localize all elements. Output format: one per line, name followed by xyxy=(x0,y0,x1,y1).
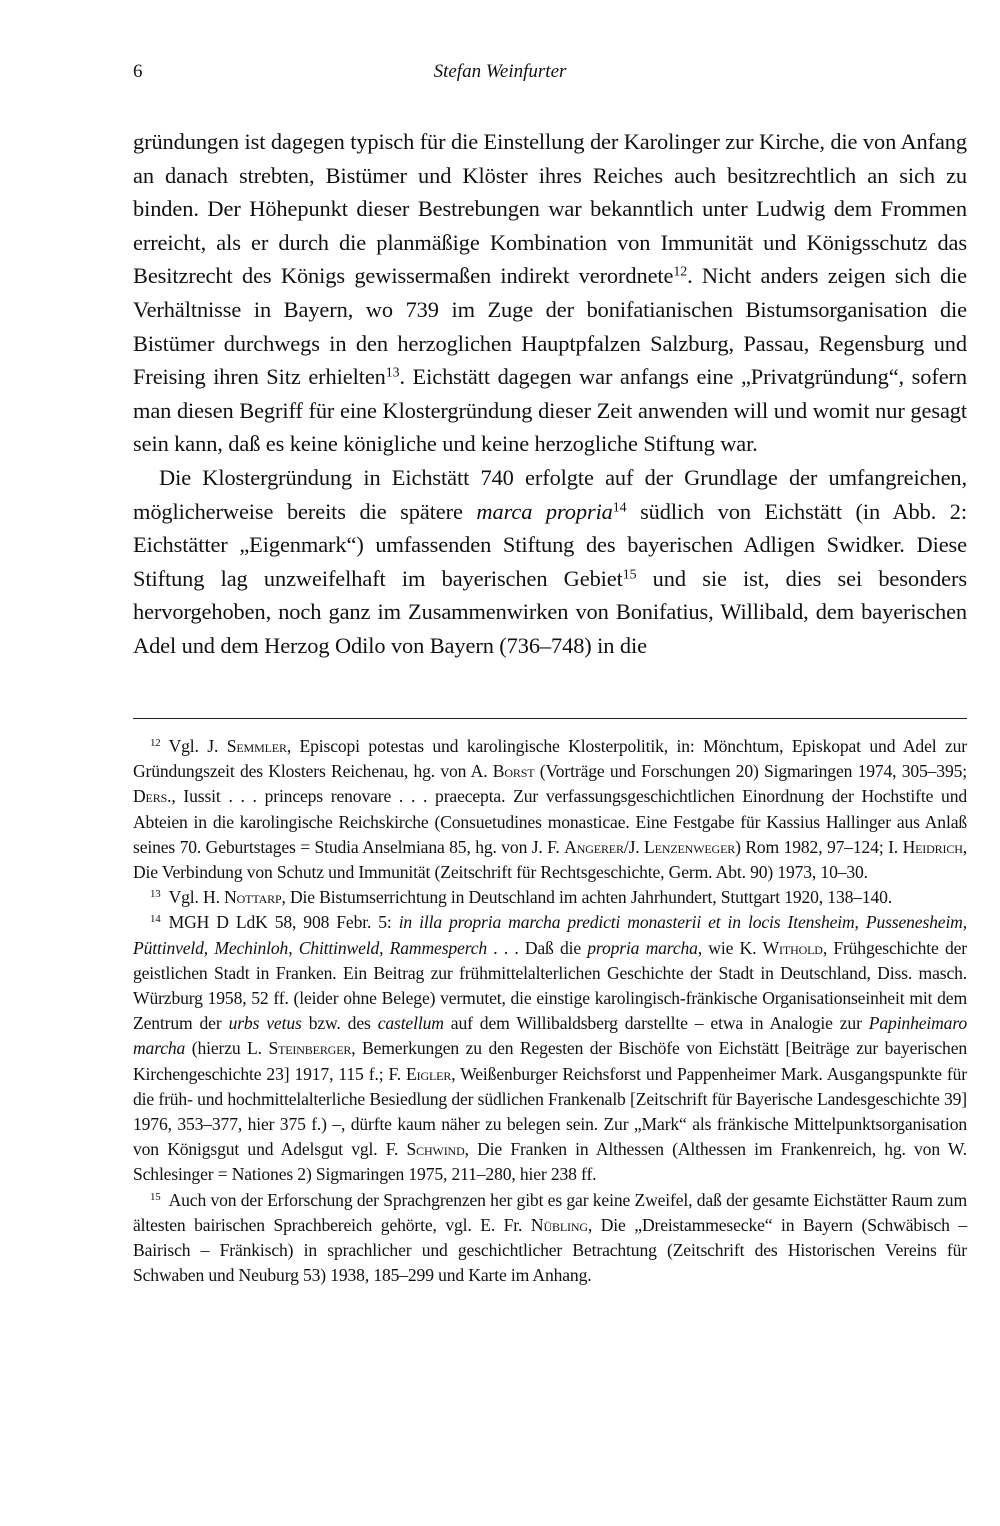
paragraph: Die Klostergründung in Eichstätt 740 erfolgte auf der Grundlage der umfangreichen, möglicherweise bereits die spätere marca propria$^{14}$ südlich von Eichstätt (in Abb. 2: Eichstätter „Eigenmark“) umfassenden Stiftung des bayerischen Adligen Swidker. Diese Stiftung lag unzweifelhaft im bayerischen Gebiet$^{15}$ und sie ist, dies sei besonders hervorgehoben, noch ganz im Zusammenwirken von Bonifatius, Willibald, dem bayerischen Adel und dem Herzog Odilo von Bayern (736–748) in die xyxy=(133,464,967,658)
footnote-13: $^{13}$ Vgl. H. Nottarp, Die Bistumserrichtung in Deutschland im achten Jahrhundert, Stuttgart 1920, 138–140. xyxy=(150,887,893,908)
footnote-ref[interactable]: 14 xyxy=(612,499,627,515)
footnote-ref[interactable]: 15 xyxy=(622,567,637,583)
footnote-12: $^{12}$ Vgl. J. Semmler, Episcopi potestas und karolingische Klosterpolitik, in: Mönchtum, Episkopat und Adel zur Gründungszeit des Klosters Reichenau, hg. von A. Borst (Vorträge und Forschungen 20) Sigmaringen 1974, 305–395; Ders., Iussit . . . princeps renovare . . . praecepta. Zur verfassungsgeschichtlichen Einordnung der Hochstifte und Abteien in die karolingische Reichskirche (Consuetudines monasticae. Eine Festgabe für Kassius Hallinger aus Anlaß seines 70. Geburtstages = Studia Anselmiana 85, hg. von J. F. Angerer/J. Lenzenweger) Rom 1982, 97–124; I. Heidrich, Die Verbindung von Schutz und Immunität (Zeitschrift für Rechtsgeschichte, Germ. Abt. 90) 1973, 10–30. xyxy=(133,736,967,883)
footnote-14: $^{14}$ MGH D LdK 58, 908 Febr. 5: in illa propria marcha predicti monasterii et in locis Itensheim, Pussenesheim, Püttinveld, Mechinloh, Chittinweld, Rammesperch . . . Daß die propria marcha, wie K. Withold, Frühgeschichte der geistlichen Stadt in Franken. Ein Beitrag zur frühmittelalterlichen Geschichte der Stadt in Deutschland, Diss. masch. Würzburg 1958, 52 ff. (leider ohne Belege) vermutet, die einstige karolingisch-fränkische Organisationseinheit mit dem Zentrum der urbs vetus bzw. des castellum auf dem Willibaldsberg darstellte – etwa in Analogie zur Papinheimaro marcha (hierzu L. Steinberger, Bemerkungen zu den Regesten der Bischöfe von Eichstätt [Beiträge zur bayerischen Kirchengeschichte 23] 1917, 115 f.; F. Eigler, Weißenburger Reichsforst und Pappenheimer Mark. Ausgangspunkte für die früh- und hochmittelalterliche Besiedlung der südlichen Frankenalb [Zeitschrift für Bayerische Landesgeschichte 39] 1976, 353–377, hier 375 f.) –, dürfte kaum näher zu belegen sein. Zur „Mark“ als fränkische Mittelpunktsorganisation von Königsgut und Adelsgut vgl. F. Schwind, Die Franken in Althessen (Althessen im Frankenreich, hg. von W. Schlesinger = Nationes 2) Sigmaringen 1975, 211–280, hier 238 ff. xyxy=(133,912,968,1185)
main-text xyxy=(133,125,967,663)
footnote-number: 15 xyxy=(150,1190,161,1203)
footnote-ref[interactable]: 12 xyxy=(673,264,688,280)
footnote-number: 12 xyxy=(150,737,161,749)
page-number: 6 xyxy=(133,61,143,82)
footnotes xyxy=(133,734,967,1288)
paragraph: gründungen ist dagegen typisch für die Einstellung der Karolinger zur Kirche, die von Anfang an danach strebten, Bistümer und Klöster ihres Reiches auch besitzrechtlich an sich zu binden. Der Höhepunkt dieser Bestrebungen war bekanntlich unter Ludwig dem Frommen erreicht, als er durch die planmäßige Kombination von Immunität und Königsschutz das Besitzrecht des Königs gewissermaßen indirekt verordnete$^{12}$. Nicht anders zeigen sich die Verhältnisse in Bayern, wo 739 im Zuge der bonifatianischen Bistumsorganisation die Bistümer durchwegs in den herzoglichen Hauptpfalzen Salzburg, Passau, Regensburg und Freising ihren Sitz erhielten$^{13}$. Eichstätt dagegen war anfangs eine „Privatgründung“, sofern man diesen Begriff für eine Klostergründung dieser Zeit anwenden will und womit nur gesagt sein kann, daß es keine königliche und keine herzogliche Stiftung war. xyxy=(133,129,967,457)
footnote-ref[interactable]: 13 xyxy=(385,365,400,381)
running-head: Stefan Weinfurter xyxy=(433,61,567,82)
footnote-number: 14 xyxy=(150,913,161,926)
footnote-divider xyxy=(133,718,967,719)
footnote-number: 13 xyxy=(150,888,161,901)
footnote-15: $^{15}$ Auch von der Erforschung der Sprachgrenzen her gibt es gar keine Zweifel, daß der gesamte Eichstätter Raum zum ältesten bairischen Sprachbereich gehörte, vgl. E. Fr. Nübling, Die „Dreistammesecke“ in Bayern (Schwäbisch – Bairisch – Fränkisch) in sprachlicher und geschichtlicher Betrachtung (Zeitschrift des Historischen Vereins für Schwaben und Neuburg 53) 1938, 185–299 und Karte im Anhang. xyxy=(133,1189,967,1286)
